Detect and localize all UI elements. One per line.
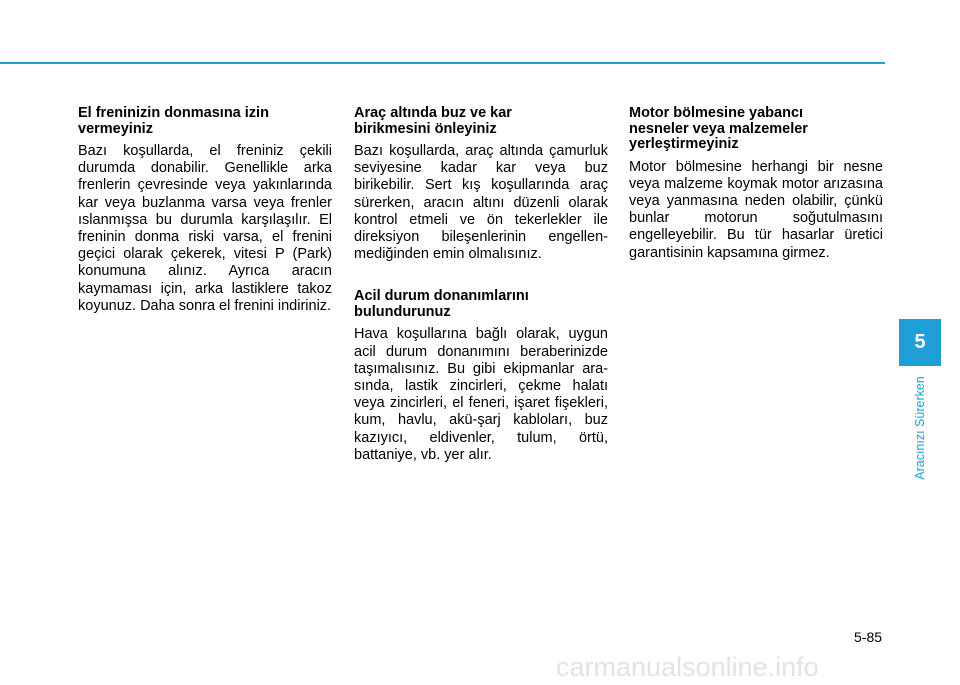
heading-line: vermeyiniz — [78, 120, 153, 137]
section-heading — [629, 106, 883, 153]
column-right — [629, 106, 883, 262]
header-rule — [0, 62, 885, 64]
section-body: Hava koşullarına bağlı olarak, uygun acil durum donanımını beraberinizde taşımalısınız. Bu gibi ekipmanlar arasında, lastik zincirleri, çekme halatı veya zincirleri, el feneri, işaret fişekleri, kum, havlu, akü-şarj kabloları, buz kazıyıcı, eldivenler, tulum, örtü, battaniye, vb. yer alır. — [354, 326, 608, 463]
heading-line: Motor bölmesine yabancı — [629, 105, 804, 121]
section-body: Motor bölmesine herhangi bir nesne veya malzeme koymak motor arızasına veya yanmasına neden olabilir, çünkü bunlar motorun soğutulmasını engelleyebilir. Bu tür hasarlar üretici garantisinin kapsamına girmez. — [629, 158, 883, 261]
heading-line: bulundurunuz — [354, 303, 451, 320]
heading-line: yerleştirmeyiniz — [629, 136, 739, 152]
heading-line: Araç altında buz ve kar — [354, 105, 512, 121]
section-emergency-equipment — [354, 289, 608, 464]
section-heading — [78, 106, 332, 137]
heading-line: birikmesini önleyiniz — [354, 120, 497, 137]
section-engine-compartment — [629, 106, 883, 262]
section-body: Bazı koşullarda, araç altında çamurluk seviyesine kadar kar veya buz birikebilir. Sert kış koşullarında araç sürerken, aracın altını düzenli olarak kontrol etmeli ve ön tekerlekler ile direksiyon bileşenlerinin engellenmediğinden emin olmalısınız. — [354, 143, 608, 263]
section-heading — [354, 106, 608, 137]
heading-line: Acil durum donanımlarını — [354, 288, 529, 305]
heading-line: nesneler veya malzemeler — [629, 120, 808, 137]
page-number: 5-85 — [854, 629, 883, 645]
chapter-number-tab: 5 — [899, 319, 941, 366]
section-parking-brake — [78, 106, 332, 315]
column-left — [78, 106, 332, 315]
watermark: carmanualsonline.info — [556, 652, 819, 682]
section-body: Bazı koşullarda, el freniniz çekili durumda donabilir. Genellikle arka frenlerin çevresinde veya yakınlarında kar veya buzlanma varsa veya frenler ıslanmışsa bu durumla karşılaşılır. El freninin donma riski varsa, el frenini geçici olarak çekerek, vitesi P (Park) konumuna alınız. Ayrıca aracın kaymaması için, arka lastiklere takoz koyunuz. Daha sonra el frenini indiriniz. — [78, 143, 332, 314]
heading-line: El freninizin donmasına izin — [78, 105, 269, 121]
section-ice-snow — [354, 106, 608, 263]
column-middle — [354, 106, 608, 464]
section-heading — [354, 289, 608, 320]
chapter-title: Aracınızı Sürerken — [913, 376, 927, 480]
